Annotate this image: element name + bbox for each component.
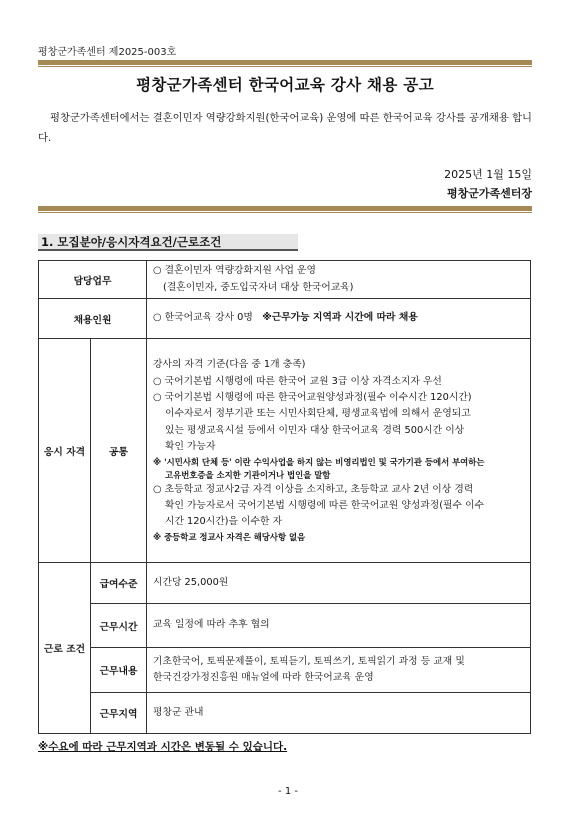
wage-value: 시간당 25,000원 [147,563,531,604]
content-cell [147,648,531,693]
footnote: ※수요에 따라 근무지역과 시간은 변동될 수 있습니다. [38,741,288,753]
intro-paragraph: 평창군가족센터에서는 결혼이민자 역량강화지원(한국어교육) 운영에 따른 한국어교육 강사를 공개채용 합니다. [38,112,532,144]
duty-cell [147,261,531,299]
document-number: 평창군가족센터 제2025-003호 [38,47,177,58]
hiring-label: 채용인원 [39,299,147,339]
issuing-organization: 평창군가족센터장 [446,187,532,200]
conditions-label: 근로 조건 [39,563,91,734]
qualification-sublabel: 공통 [91,339,147,563]
qualification-line: 확인 가능자 [165,441,216,453]
announcement-date: 2025년 1월 15일 [444,168,532,181]
duty-line: ○ 결혼이민자 역량강화지원 사업 운영 [153,265,316,277]
footer-divider-thin [38,212,532,213]
qualification-line: 있는 평생교육시설 등에서 이민자 대상 한국어교육 경력 500시간 이상 [165,424,465,436]
region-value: 평창군 관내 [147,693,531,734]
page-number: - 1 - [278,786,298,797]
qualification-line: 강사의 자격 기준(다음 중 1개 충족) [153,359,306,371]
table-row-hours [39,604,531,648]
qualification-line: 확인 가능자로서 국어기본법 시행령에 따른 한국어교원 양성과정(필수 이수 [165,500,485,512]
table-row-wage [39,563,531,604]
qualification-line: 이수자로서 정부기관 또는 시민사회단체, 평생교육법에 의해서 운영되고 [165,408,471,420]
section-heading: 1. 모집분야/응시자격요건/근로조건 [38,234,298,251]
table-row-qualification [39,339,531,563]
footer-divider [38,206,532,211]
wage-label: 급여수준 [91,563,147,604]
qualification-line: ○ 국어기본법 시행령에 따른 한국어교원양성과정(필수 이수시간 120시간) [153,391,472,403]
qualification-note-2: ※ 중등학교 정교사 자격은 해당사항 없음 [153,531,306,542]
duty-label: 담당업무 [39,261,147,299]
qualification-note [153,456,524,482]
duty-line: (결혼이민자, 중도입국자녀 대상 한국어교육) [163,281,354,293]
table-row-content [39,648,531,693]
page-title: 평창군가족센터 한국어교육 강사 채용 공고 [136,75,434,94]
recruitment-table [38,260,531,734]
qualification-line: ○ 초등학교 정교사2급 자격 이상을 소지하고, 초등학교 교사 2년 이상 경력 [153,483,474,495]
header-divider [38,60,532,65]
table-row-region [39,693,531,734]
qualification-cell [147,339,531,563]
hours-value: 교육 일정에 따라 추후 협의 [147,604,531,648]
header-divider-thin [38,66,532,67]
hiring-text: ○ 한국어교육 강사 0명 [153,312,253,324]
hiring-note: ※근무가능 지역과 시간에 따라 채용 [262,312,418,324]
content-label: 근무내용 [91,648,147,693]
region-label: 근무지역 [91,693,147,734]
qualification-note-line: 고유번호증을 소지한 기관이거나 법인을 말함 [165,469,331,480]
qualification-line: ○ 국어기본법 시행령에 따른 한국어 교원 3급 이상 자격소지자 우선 [153,375,442,387]
hours-label: 근무시간 [91,604,147,648]
qualification-label: 응시 자격 [39,339,91,563]
table-row-duty [39,261,531,299]
qualification-line: 시간 120시간)을 이수한 자 [165,516,283,528]
content-line: 한국건강가정진흥원 매뉴얼에 따라 한국어교육 운영 [153,672,374,683]
table-row-hiring [39,299,531,339]
content-line: 기초한국어, 토픽문제풀이, 토픽듣기, 토픽쓰기, 토픽읽기 과정 등 교재 및 [153,655,465,667]
hiring-cell [147,299,531,339]
qualification-note-line: ※ '시민사회 단체 등' 이란 수익사업을 하지 않는 비영리법인 및 국가기관 등에서 부여하는 [153,456,485,467]
